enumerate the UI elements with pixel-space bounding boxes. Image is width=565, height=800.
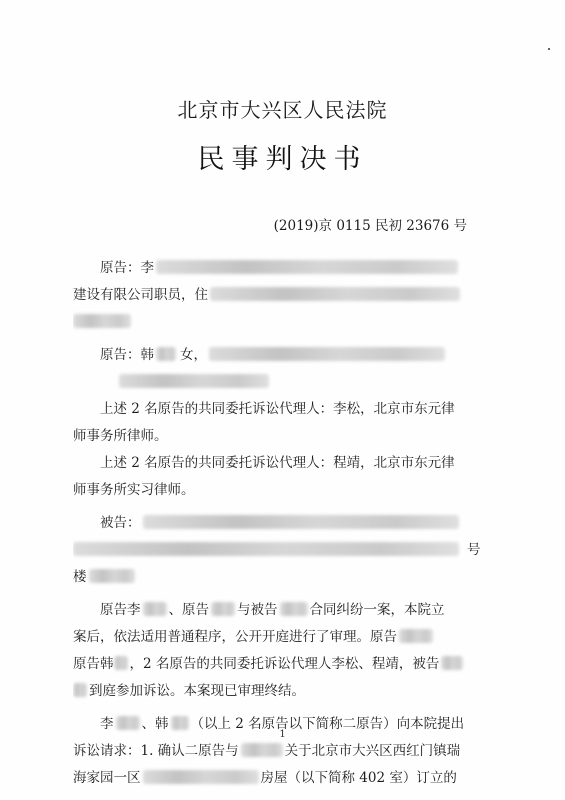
redacted-block <box>156 260 458 274</box>
text-span: 师事务所实习律师。 <box>73 482 195 498</box>
redacted-block <box>211 602 235 616</box>
paragraph-line <box>73 624 483 651</box>
redacted-block <box>210 287 460 301</box>
paragraph-line <box>73 597 483 624</box>
redacted-block <box>73 542 459 556</box>
judgment-body <box>73 255 483 792</box>
paragraph-line <box>73 282 483 309</box>
text-span: 、韩 <box>141 716 169 732</box>
paragraph-line <box>73 450 483 477</box>
text-span: 到庭参加诉讼。本案现已审理终结。 <box>89 683 305 699</box>
text-span: 被告： <box>100 515 141 531</box>
redacted-block <box>143 602 167 616</box>
text-span: 原告李 <box>100 602 141 618</box>
redacted-block <box>171 716 189 730</box>
text-span: 女， <box>180 347 207 363</box>
text-span: 建设有限公司职员，住 <box>73 287 208 303</box>
redacted-block <box>156 347 176 361</box>
text-span: 原告：韩 <box>100 347 154 363</box>
redacted-block <box>241 743 283 757</box>
text-span: 楼 <box>73 569 87 585</box>
paragraph-line <box>73 564 483 591</box>
paragraph-line <box>73 309 483 336</box>
paragraph-line <box>73 765 483 792</box>
text-span: 师事务所律师。 <box>73 428 168 444</box>
redacted-block <box>73 683 87 697</box>
redacted-block <box>143 770 259 784</box>
text-span: 、原告 <box>168 602 209 618</box>
redacted-block <box>280 602 308 616</box>
paragraph-line <box>73 342 483 369</box>
court-name: 北京市大兴区人民法院 <box>177 98 388 122</box>
paragraph-line <box>73 477 483 504</box>
paragraph-line <box>73 678 483 705</box>
text-span: 房屋（以下简称 402 室）订立的 <box>260 770 457 786</box>
text-span: 上述 2 名原告的共同委托诉讼代理人：程靖，北京市东元律 <box>100 455 455 471</box>
redacted-block <box>441 656 463 670</box>
text-span: 海家园一区 <box>73 770 141 786</box>
paragraph-line <box>73 738 483 765</box>
page-number: 1 <box>279 729 286 740</box>
paragraph-line <box>73 651 483 678</box>
redacted-block <box>399 629 433 643</box>
paragraph-line <box>73 396 483 423</box>
text-span: 上述 2 名原告的共同委托诉讼代理人：李松，北京市东元律 <box>100 401 455 417</box>
scan-artifact-dot <box>548 48 550 50</box>
text-span: （以上 2 名原告以下简称二原告）向本院提出 <box>190 716 465 732</box>
redacted-block <box>209 347 445 361</box>
text-span: 案后，依法适用普通程序，公开开庭进行了审理。原告 <box>73 629 397 645</box>
redacted-block <box>114 656 128 670</box>
paragraph-line <box>73 423 483 450</box>
redacted-block <box>119 374 269 388</box>
paragraph-line <box>73 255 483 282</box>
text-span: 诉讼请求：1. 确认二原告与 <box>73 743 239 759</box>
case-number: (2019)京 0115 民初 23676 号 <box>273 218 467 234</box>
redacted-block <box>116 716 140 730</box>
text-span: 李 <box>100 716 114 732</box>
text-span: 合同纠纷一案，本院立 <box>309 602 445 618</box>
text-span: ，2 名原告的共同委托诉讼代理人李松、程靖，被告 <box>129 656 440 672</box>
text-span: 原告韩 <box>73 656 114 672</box>
text-span: 与被告 <box>237 602 278 618</box>
text-span: 关于北京市大兴区西红门镇瑞 <box>284 743 461 759</box>
paragraph-line <box>73 510 483 537</box>
redacted-block <box>89 569 135 583</box>
redacted-block <box>73 314 131 328</box>
paragraph-line <box>73 369 483 396</box>
text-span: 原告：李 <box>100 260 154 276</box>
redacted-block <box>143 515 459 529</box>
document-title: 民事判决书 <box>197 144 368 175</box>
paragraph-line <box>73 537 483 564</box>
text-span: 号 <box>467 542 481 558</box>
